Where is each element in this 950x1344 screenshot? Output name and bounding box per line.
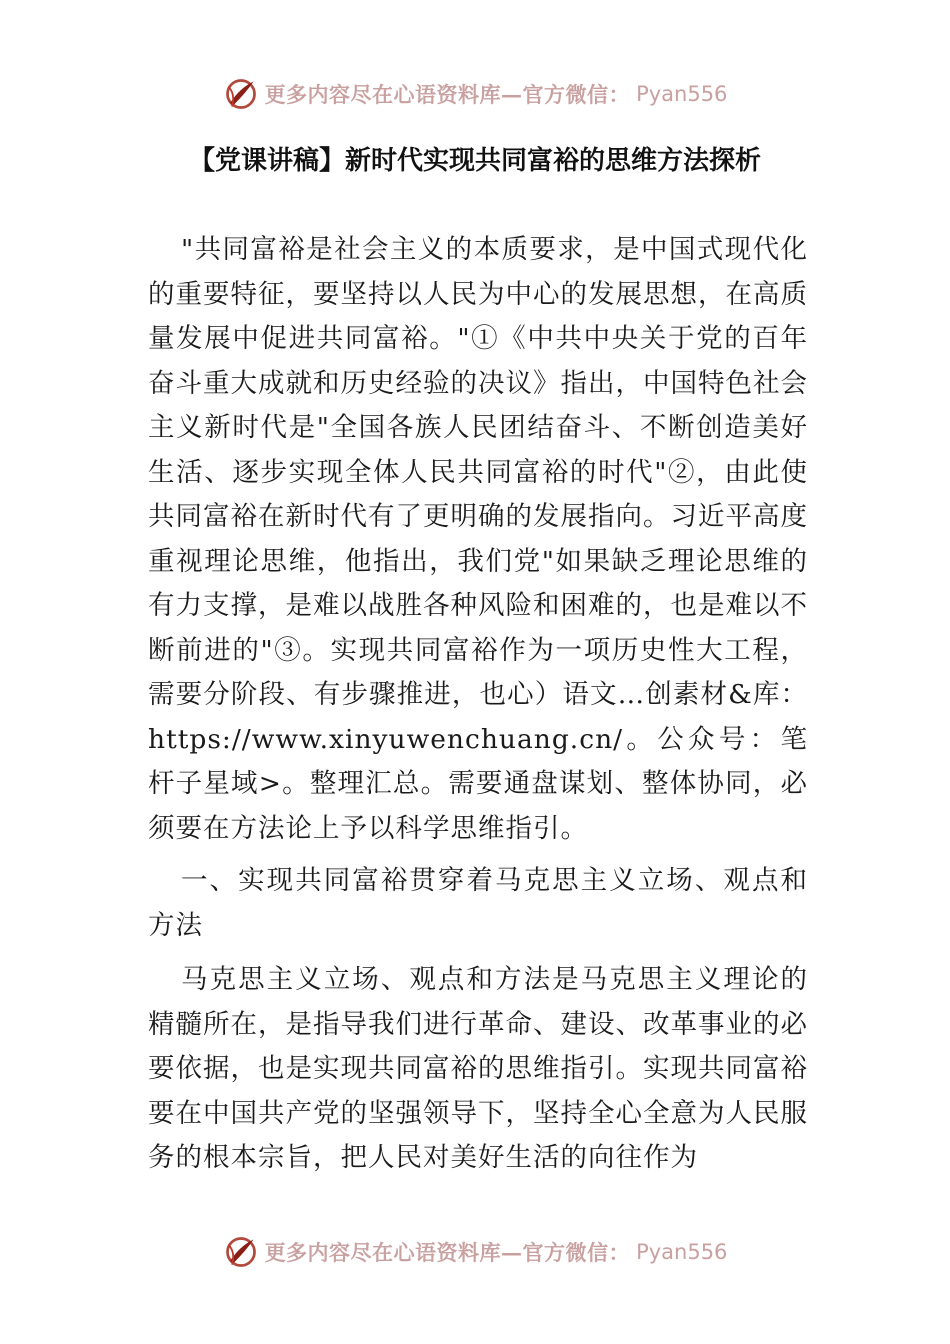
document-title: 【党课讲稿】新时代实现共同富裕的思维方法探析 [188,146,761,176]
watermark-banner-bottom [0,1232,950,1272]
watermark-banner-top [0,74,950,114]
watermark-text: 更多内容尽在心语资料库—官方微信： [264,82,631,107]
watermark-text: 更多内容尽在心语资料库—官方微信： [264,1240,631,1265]
watermark-wechat-id: Pyan556 [636,82,728,106]
brush-logo-icon [223,76,259,112]
watermark-wechat-id: Pyan556 [636,1240,728,1264]
brush-logo-icon [223,1234,259,1270]
document-body [148,228,808,1181]
section-heading: 一、实现共同富裕贯穿着马克思主义立场、观点和方法 [148,865,808,941]
body-paragraph: 马克思主义立场、观点和方法是马克思主义理论的精髓所在，是指导我们进行革命、建设、改革事业的必要依据，也是实现共同富裕的思维指引。实现共同富裕要在中国共产党的坚强领导下，坚持全心全意为人民服务的根本宗旨，把人民对美好生活的向往作为 [148,964,808,1173]
body-paragraph: "共同富裕是社会主义的本质要求，是中国式现代化的重要特征，要坚持以人民为中心的发展思想，在高质量发展中促进共同富裕。"①《中共中央关于党的百年奋斗重大成就和历史经验的决议》指出，中国特色社会主义新时代是"全国各族人民团结奋斗、不断创造美好生活、逐步实现全体人民共同富裕的时代"②，由此使共同富裕在新时代有了更明确的发展指向。习近平高度重视理论思维，他指出，我们党"如果缺乏理论思维的有力支撑，是难以战胜各种风险和困难的，也是难以不断前进的"③。实现共同富裕作为一项历史性大工程，需要分阶段、有步骤推进，也心）语文…创素材&库：https://www.xinyuwenchuang.cn/。公众号：笔杆子星域>。整理汇总。需要通盘谋划、整体协同，必须要在方法论上予以科学思维指引。 [148,234,808,844]
